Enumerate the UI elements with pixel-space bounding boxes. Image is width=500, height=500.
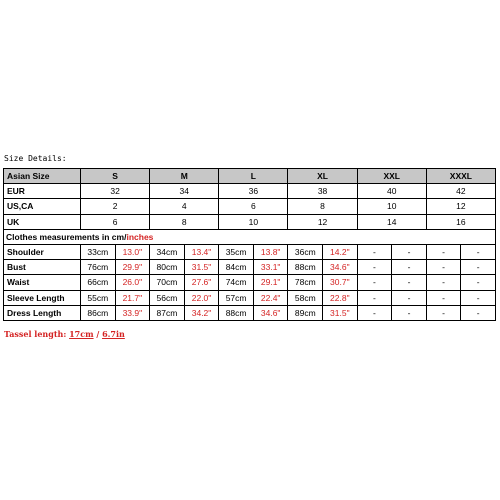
table-cell: - xyxy=(426,305,461,320)
table-cell: 26.0" xyxy=(115,275,150,290)
row-label: Sleeve Length xyxy=(4,290,81,305)
measure-row xyxy=(4,305,496,320)
size-header-l: L xyxy=(219,169,288,184)
table-cell: 13.4" xyxy=(184,244,219,259)
measure-row xyxy=(4,244,496,259)
table-cell: 33cm xyxy=(81,244,116,259)
section-prefix: Clothes measurements in cm/ xyxy=(6,231,127,242)
size-header-xxl: XXL xyxy=(357,169,426,184)
table-cell: 57cm xyxy=(219,290,254,305)
row-label: Shoulder xyxy=(4,244,81,259)
table-cell: 22.4" xyxy=(253,290,288,305)
table-cell: 70cm xyxy=(150,275,185,290)
table-cell: - xyxy=(392,260,427,275)
size-row-us-ca xyxy=(4,199,496,214)
table-cell: 34.6" xyxy=(323,260,358,275)
table-cell: 21.7" xyxy=(115,290,150,305)
row-label: Waist xyxy=(4,275,81,290)
table-cell: 22.8" xyxy=(323,290,358,305)
tassel-inch: 6.7in xyxy=(102,329,125,339)
row-label: US,CA xyxy=(4,199,81,214)
measure-row xyxy=(4,260,496,275)
table-cell: 36 xyxy=(219,184,288,199)
table-cell: 34.2" xyxy=(184,305,219,320)
table-cell: 33.9" xyxy=(115,305,150,320)
table-cell: 29.1" xyxy=(253,275,288,290)
table-cell: 29.9" xyxy=(115,260,150,275)
table-cell: 86cm xyxy=(81,305,116,320)
table-cell: 14 xyxy=(357,214,426,229)
table-cell: 6 xyxy=(219,199,288,214)
table-cell: - xyxy=(426,244,461,259)
table-cell: 78cm xyxy=(288,275,323,290)
table-cell: 58cm xyxy=(288,290,323,305)
table-cell: 84cm xyxy=(219,260,254,275)
table-cell: 8 xyxy=(150,214,219,229)
row-label: Bust xyxy=(4,260,81,275)
row-label: EUR xyxy=(4,184,81,199)
table-cell: 74cm xyxy=(219,275,254,290)
section-inches: inches xyxy=(126,231,154,242)
table-cell: 22.0" xyxy=(184,290,219,305)
table-cell: 36cm xyxy=(288,244,323,259)
table-cell: 80cm xyxy=(150,260,185,275)
measure-row xyxy=(4,290,496,305)
table-cell: 31.5" xyxy=(184,260,219,275)
table-cell: 33.1" xyxy=(253,260,288,275)
table-cell: 42 xyxy=(426,184,495,199)
table-cell: 34 xyxy=(150,184,219,199)
header-row xyxy=(4,169,496,184)
table-cell: 35cm xyxy=(219,244,254,259)
table-cell: - xyxy=(357,305,392,320)
header-label: Asian Size xyxy=(4,169,81,184)
table-cell: 10 xyxy=(219,214,288,229)
size-row-eur xyxy=(4,184,496,199)
table-cell: - xyxy=(461,275,496,290)
table-cell: 4 xyxy=(150,199,219,214)
table-cell: - xyxy=(357,275,392,290)
table-cell: 30.7" xyxy=(323,275,358,290)
table-cell: - xyxy=(357,290,392,305)
table-cell: 56cm xyxy=(150,290,185,305)
table-cell: 12 xyxy=(288,214,357,229)
size-header-xl: XL xyxy=(288,169,357,184)
table-cell: - xyxy=(426,260,461,275)
table-cell: 88cm xyxy=(219,305,254,320)
table-cell: 27.6" xyxy=(184,275,219,290)
table-cell: 55cm xyxy=(81,290,116,305)
tassel-cm: 17cm xyxy=(69,329,94,339)
size-details-title: Size Details: xyxy=(4,154,67,163)
table-cell: 13.8" xyxy=(253,244,288,259)
table-cell: - xyxy=(461,290,496,305)
table-cell: 32 xyxy=(81,184,150,199)
table-cell: - xyxy=(426,290,461,305)
row-label: Dress Length xyxy=(4,305,81,320)
size-header-m: M xyxy=(150,169,219,184)
table-cell: 88cm xyxy=(288,260,323,275)
table-cell: 76cm xyxy=(81,260,116,275)
table-cell: 12 xyxy=(426,199,495,214)
table-cell: 34cm xyxy=(150,244,185,259)
table-cell: - xyxy=(392,290,427,305)
table-cell: - xyxy=(392,275,427,290)
table-cell: 14.2" xyxy=(323,244,358,259)
table-cell: - xyxy=(392,244,427,259)
table-cell: - xyxy=(392,305,427,320)
table-cell: - xyxy=(426,275,461,290)
measure-row xyxy=(4,275,496,290)
measurements-section-row xyxy=(4,229,496,244)
tassel-label: Tassel length: xyxy=(4,329,70,339)
size-header-s: S xyxy=(81,169,150,184)
table-cell: 10 xyxy=(357,199,426,214)
table-cell: - xyxy=(461,244,496,259)
table-cell: 89cm xyxy=(288,305,323,320)
measurements-section-heading xyxy=(4,229,496,244)
row-label: UK xyxy=(4,214,81,229)
tassel-sep: / xyxy=(93,329,103,339)
table-cell: 38 xyxy=(288,184,357,199)
table-cell: - xyxy=(461,305,496,320)
table-cell: - xyxy=(357,260,392,275)
table-cell: 2 xyxy=(81,199,150,214)
table-cell: 8 xyxy=(288,199,357,214)
tassel-length-note xyxy=(4,329,125,339)
table-cell: 13.0" xyxy=(115,244,150,259)
table-cell: 16 xyxy=(426,214,495,229)
table-cell: 6 xyxy=(81,214,150,229)
table-cell: 31.5" xyxy=(323,305,358,320)
table-cell: 34.6" xyxy=(253,305,288,320)
table-cell: 66cm xyxy=(81,275,116,290)
table-cell: - xyxy=(357,244,392,259)
size-chart-table xyxy=(3,168,496,321)
size-header-xxxl: XXXL xyxy=(426,169,495,184)
table-cell: 87cm xyxy=(150,305,185,320)
table-cell: 40 xyxy=(357,184,426,199)
size-row-uk xyxy=(4,214,496,229)
table-cell: - xyxy=(461,260,496,275)
